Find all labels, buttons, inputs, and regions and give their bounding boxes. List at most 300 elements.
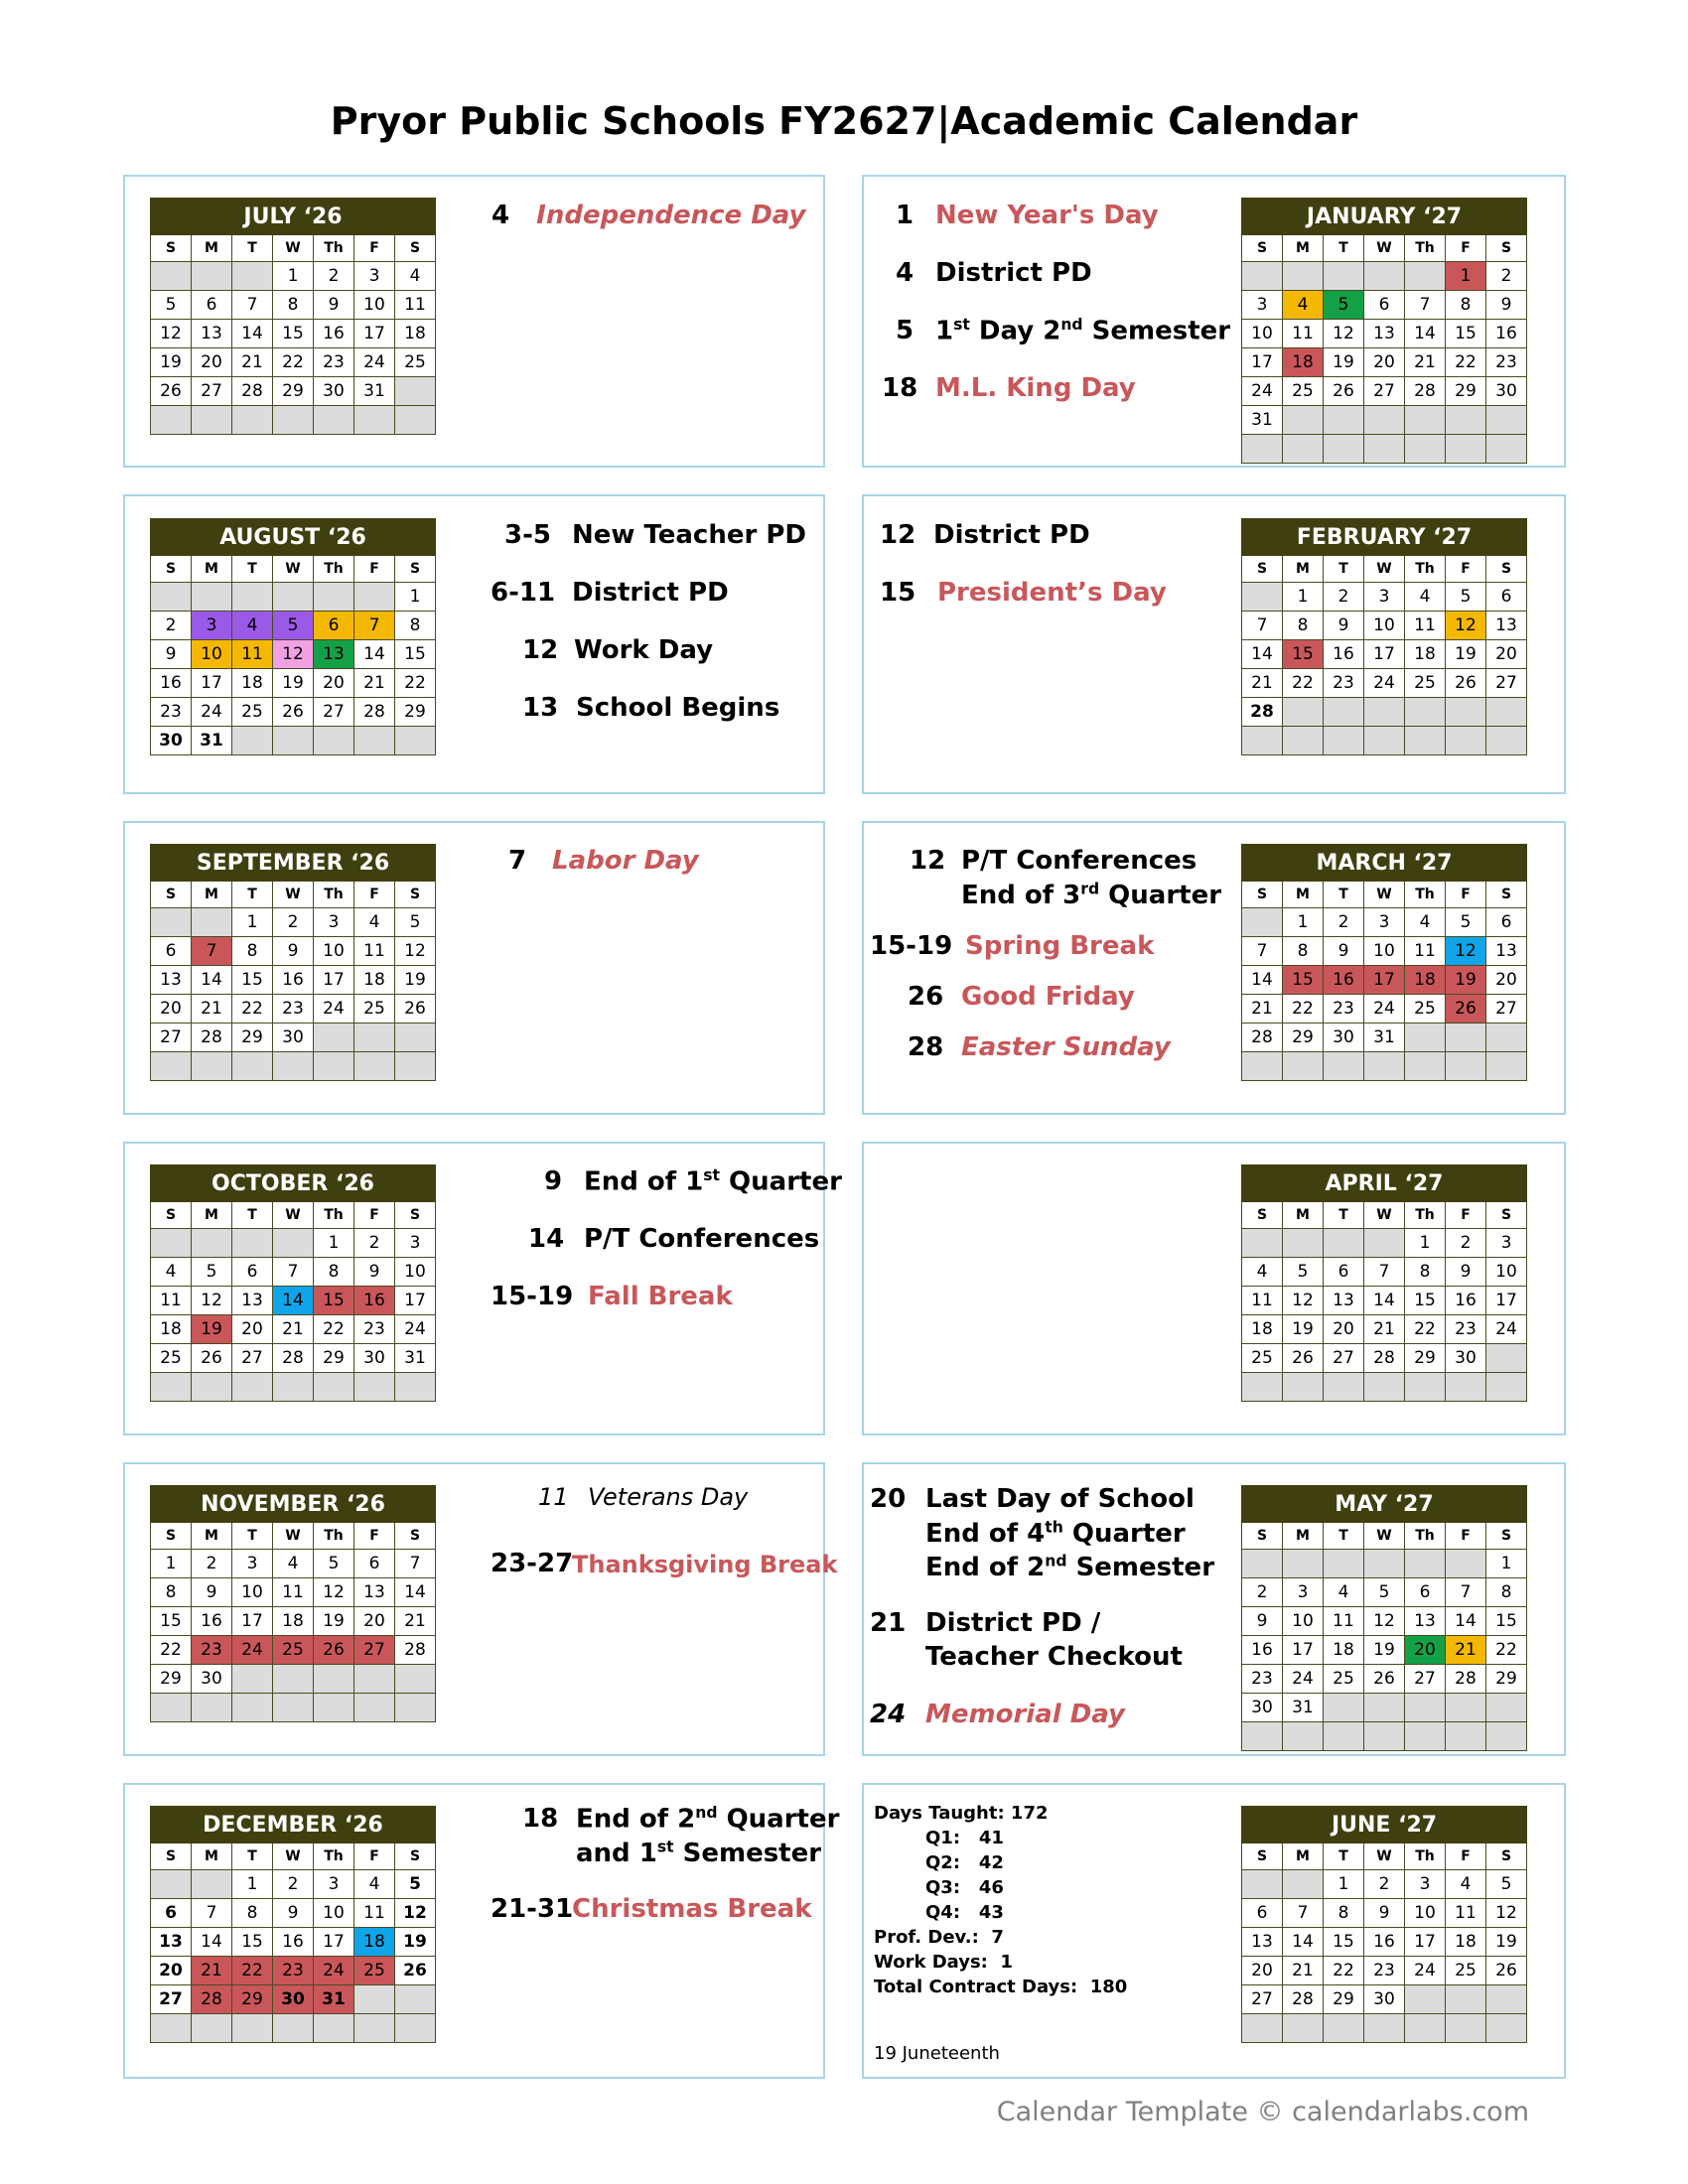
day-cell: 8 xyxy=(151,1578,192,1607)
empty-day-cell xyxy=(232,1373,273,1402)
weekday-header: T xyxy=(1324,1843,1364,1870)
empty-day-cell xyxy=(1242,1722,1283,1751)
weekday-header: W xyxy=(273,1523,314,1550)
empty-day-cell xyxy=(1283,2014,1324,2043)
empty-day-cell xyxy=(232,1694,273,1722)
day-cell: 28 xyxy=(273,1344,314,1373)
empty-day-cell xyxy=(1486,435,1527,464)
empty-day-cell xyxy=(1364,1373,1405,1402)
day-cell: 15 xyxy=(1446,320,1486,348)
empty-day-cell xyxy=(1283,406,1324,435)
day-cell: 2 xyxy=(314,262,354,291)
day-cell: 5 xyxy=(395,1870,436,1899)
day-cell: 13 xyxy=(354,1578,395,1607)
day-cell: 27 xyxy=(1486,669,1527,698)
month-header: NOVEMBER ‘26 xyxy=(151,1486,436,1523)
day-cell: 1 xyxy=(1283,908,1324,937)
day-cell: 19 xyxy=(1324,348,1364,377)
calendar-december xyxy=(150,1806,436,2043)
weekday-header: T xyxy=(232,882,273,908)
empty-day-cell xyxy=(1405,1052,1446,1081)
day-cell: 2 xyxy=(1242,1578,1283,1607)
empty-day-cell xyxy=(1324,1722,1364,1751)
day-cell: 5 xyxy=(1486,1870,1527,1899)
event-date: 23-27 xyxy=(491,1549,574,1578)
day-cell: 9 xyxy=(192,1578,232,1607)
weekday-header: F xyxy=(1446,1523,1486,1550)
day-cell: 31 xyxy=(354,377,395,406)
empty-day-cell xyxy=(192,1694,232,1722)
day-cell: 16 xyxy=(354,1287,395,1315)
day-cell: 20 xyxy=(151,1957,192,1985)
weekday-header: T xyxy=(232,1523,273,1550)
empty-day-cell xyxy=(1446,406,1486,435)
weekday-header: M xyxy=(1283,882,1324,908)
day-cell: 2 xyxy=(273,908,314,937)
empty-day-cell xyxy=(151,1694,192,1722)
empty-day-cell xyxy=(1446,1722,1486,1751)
day-cell: 25 xyxy=(273,1636,314,1665)
day-cell: 26 xyxy=(1486,1957,1527,1985)
q2-days: Q2: 42 xyxy=(925,1852,1004,1873)
day-cell: 20 xyxy=(1486,640,1527,669)
day-cell: 23 xyxy=(1486,348,1527,377)
day-cell: 25 xyxy=(232,698,273,727)
weekday-header: Th xyxy=(1405,235,1446,262)
empty-day-cell xyxy=(1364,727,1405,755)
day-cell: 18 xyxy=(232,669,273,698)
weekday-header: T xyxy=(1324,556,1364,583)
day-cell: 6 xyxy=(232,1258,273,1287)
weekday-header: S xyxy=(1242,1843,1283,1870)
day-cell: 15 xyxy=(1486,1607,1527,1636)
day-cell: 11 xyxy=(1405,937,1446,966)
day-cell: 27 xyxy=(232,1344,273,1373)
event-end-second-semester: End of 2nd Semester xyxy=(925,1552,1215,1582)
event-presidents-day: President’s Day xyxy=(937,578,1167,608)
empty-day-cell xyxy=(1486,727,1527,755)
day-cell: 23 xyxy=(1324,995,1364,1024)
day-cell: 15 xyxy=(232,966,273,995)
day-cell: 28 xyxy=(1283,1985,1324,2014)
day-cell: 6 xyxy=(354,1550,395,1578)
day-cell: 1 xyxy=(1486,1550,1527,1578)
event-date: 5 xyxy=(896,316,914,345)
day-cell: 12 xyxy=(192,1287,232,1315)
day-cell: 15 xyxy=(1283,966,1324,995)
day-cell: 8 xyxy=(232,1899,273,1928)
weekday-header: S xyxy=(1242,556,1283,583)
day-cell: 5 xyxy=(1364,1578,1405,1607)
empty-day-cell xyxy=(395,1052,436,1081)
day-cell: 19 xyxy=(151,348,192,377)
day-cell: 5 xyxy=(1283,1258,1324,1287)
empty-day-cell xyxy=(1405,262,1446,291)
event-date: 28 xyxy=(908,1032,944,1062)
empty-day-cell xyxy=(273,1665,314,1694)
day-cell: 28 xyxy=(1405,377,1446,406)
empty-day-cell xyxy=(1324,1229,1364,1258)
day-cell: 24 xyxy=(1364,669,1405,698)
day-cell: 3 xyxy=(1405,1870,1446,1899)
day-cell: 20 xyxy=(192,348,232,377)
event-work-day: Work Day xyxy=(574,635,714,665)
empty-day-cell xyxy=(1283,1373,1324,1402)
day-cell: 11 xyxy=(1242,1287,1283,1315)
event-thanksgiving-break: Thanksgiving Break xyxy=(572,1551,838,1578)
event-date: 1 xyxy=(896,201,914,230)
weekday-header: S xyxy=(1486,1843,1527,1870)
day-cell: 29 xyxy=(1283,1024,1324,1052)
day-cell: 17 xyxy=(314,966,354,995)
empty-day-cell xyxy=(1446,1373,1486,1402)
weekday-header: S xyxy=(1486,882,1527,908)
weekday-header: T xyxy=(1324,882,1364,908)
day-cell: 15 xyxy=(314,1287,354,1315)
day-cell: 29 xyxy=(273,377,314,406)
event-school-begins: School Begins xyxy=(576,693,780,723)
empty-day-cell xyxy=(1364,2014,1405,2043)
empty-day-cell xyxy=(151,2014,192,2043)
empty-day-cell xyxy=(232,727,273,755)
empty-day-cell xyxy=(151,1052,192,1081)
empty-day-cell xyxy=(1405,1024,1446,1052)
day-cell: 5 xyxy=(314,1550,354,1578)
day-cell: 14 xyxy=(1446,1607,1486,1636)
day-cell: 18 xyxy=(273,1607,314,1636)
event-district-pd: District PD xyxy=(933,520,1090,550)
day-cell: 17 xyxy=(354,320,395,348)
day-cell: 13 xyxy=(151,966,192,995)
day-cell: 19 xyxy=(1364,1636,1405,1665)
day-cell: 29 xyxy=(314,1344,354,1373)
empty-day-cell xyxy=(192,262,232,291)
day-cell: 21 xyxy=(1283,1957,1324,1985)
empty-day-cell xyxy=(354,406,395,435)
day-cell: 14 xyxy=(395,1578,436,1607)
weekday-header: S xyxy=(151,235,192,262)
day-cell: 17 xyxy=(1364,966,1405,995)
day-cell: 14 xyxy=(273,1287,314,1315)
empty-day-cell xyxy=(1364,435,1405,464)
empty-day-cell xyxy=(354,1694,395,1722)
day-cell: 6 xyxy=(1242,1899,1283,1928)
day-cell: 20 xyxy=(232,1315,273,1344)
day-cell: 25 xyxy=(1324,1665,1364,1694)
empty-day-cell xyxy=(354,583,395,612)
day-cell: 14 xyxy=(1283,1928,1324,1957)
weekday-header: Th xyxy=(314,1843,354,1870)
day-cell: 22 xyxy=(395,669,436,698)
day-cell: 7 xyxy=(1242,612,1283,640)
day-cell: 9 xyxy=(151,640,192,669)
day-cell: 17 xyxy=(395,1287,436,1315)
day-cell: 2 xyxy=(1486,262,1527,291)
empty-day-cell xyxy=(232,1052,273,1081)
month-header: JANUARY ‘27 xyxy=(1242,199,1527,235)
day-cell: 11 xyxy=(151,1287,192,1315)
day-cell: 4 xyxy=(1283,291,1324,320)
empty-day-cell xyxy=(395,406,436,435)
q4-days: Q4: 43 xyxy=(925,1902,1004,1923)
day-cell: 18 xyxy=(1283,348,1324,377)
event-date: 3-5 xyxy=(504,520,551,550)
weekday-header: S xyxy=(1486,1202,1527,1229)
weekday-header: S xyxy=(1242,235,1283,262)
empty-day-cell xyxy=(1242,262,1283,291)
day-cell: 4 xyxy=(1324,1578,1364,1607)
empty-day-cell xyxy=(192,908,232,937)
event-labor-day: Labor Day xyxy=(552,846,699,876)
empty-day-cell xyxy=(192,583,232,612)
weekday-header: W xyxy=(1364,235,1405,262)
empty-day-cell xyxy=(192,2014,232,2043)
weekday-header: T xyxy=(1324,1202,1364,1229)
day-cell: 23 xyxy=(273,995,314,1024)
empty-day-cell xyxy=(1283,262,1324,291)
day-cell: 25 xyxy=(1283,377,1324,406)
day-cell: 17 xyxy=(1486,1287,1527,1315)
empty-day-cell xyxy=(1446,1052,1486,1081)
day-cell: 5 xyxy=(1324,291,1364,320)
day-cell: 8 xyxy=(314,1258,354,1287)
empty-day-cell xyxy=(151,262,192,291)
empty-day-cell xyxy=(1283,435,1324,464)
event-date: 15 xyxy=(880,578,916,608)
empty-day-cell xyxy=(151,1229,192,1258)
day-cell: 31 xyxy=(395,1344,436,1373)
month-header: JUNE ‘27 xyxy=(1242,1807,1527,1843)
event-date: 7 xyxy=(508,846,527,876)
empty-day-cell xyxy=(314,1373,354,1402)
empty-day-cell xyxy=(1364,698,1405,727)
day-cell: 12 xyxy=(1446,937,1486,966)
day-cell: 16 xyxy=(273,966,314,995)
empty-day-cell xyxy=(1446,435,1486,464)
day-cell: 18 xyxy=(151,1315,192,1344)
empty-day-cell xyxy=(1486,406,1527,435)
event-date: 26 xyxy=(908,982,944,1012)
empty-day-cell xyxy=(1364,1722,1405,1751)
weekday-header: F xyxy=(1446,556,1486,583)
empty-day-cell xyxy=(1242,1229,1283,1258)
day-cell: 3 xyxy=(354,262,395,291)
day-cell: 21 xyxy=(273,1315,314,1344)
empty-day-cell xyxy=(151,1373,192,1402)
empty-day-cell xyxy=(1242,1550,1283,1578)
day-cell: 30 xyxy=(1486,377,1527,406)
day-cell: 31 xyxy=(1242,406,1283,435)
weekday-header: F xyxy=(354,1202,395,1229)
day-cell: 6 xyxy=(151,937,192,966)
day-cell: 7 xyxy=(395,1550,436,1578)
empty-day-cell xyxy=(273,2014,314,2043)
day-cell: 29 xyxy=(1405,1344,1446,1373)
empty-day-cell xyxy=(1405,727,1446,755)
day-cell: 25 xyxy=(1446,1957,1486,1985)
day-cell: 17 xyxy=(314,1928,354,1957)
day-cell: 2 xyxy=(273,1870,314,1899)
event-end-third-quarter: End of 3rd Quarter xyxy=(961,880,1222,910)
day-cell: 15 xyxy=(151,1607,192,1636)
empty-day-cell xyxy=(1324,435,1364,464)
day-cell: 13 xyxy=(1405,1607,1446,1636)
day-cell: 10 xyxy=(192,640,232,669)
day-cell: 28 xyxy=(192,1024,232,1052)
empty-day-cell xyxy=(314,1052,354,1081)
day-cell: 13 xyxy=(1242,1928,1283,1957)
weekday-header: Th xyxy=(314,556,354,583)
weekday-header: S xyxy=(1242,882,1283,908)
day-cell: 2 xyxy=(192,1550,232,1578)
calendar-november xyxy=(150,1485,436,1722)
day-cell: 19 xyxy=(192,1315,232,1344)
day-cell: 22 xyxy=(273,348,314,377)
event-date: 15-19 xyxy=(870,931,953,961)
event-date: 15-19 xyxy=(491,1282,574,1311)
day-cell: 22 xyxy=(1446,348,1486,377)
day-cell: 9 xyxy=(354,1258,395,1287)
day-cell: 19 xyxy=(395,966,436,995)
weekday-header: T xyxy=(232,1843,273,1870)
month-header: OCTOBER ‘26 xyxy=(151,1165,436,1202)
day-cell: 13 xyxy=(232,1287,273,1315)
event-christmas-break: Christmas Break xyxy=(572,1894,812,1924)
empty-day-cell xyxy=(1405,1694,1446,1722)
empty-day-cell xyxy=(1324,262,1364,291)
empty-day-cell xyxy=(1324,727,1364,755)
calendar-may xyxy=(1241,1485,1527,1751)
event-date: 12 xyxy=(880,520,916,550)
event-last-day-of-school: Last Day of School xyxy=(925,1484,1195,1514)
day-cell: 27 xyxy=(1242,1985,1283,2014)
day-cell: 28 xyxy=(1242,1024,1283,1052)
day-cell: 7 xyxy=(273,1258,314,1287)
day-cell: 25 xyxy=(1405,669,1446,698)
day-cell: 28 xyxy=(1446,1665,1486,1694)
weekday-header: S xyxy=(151,556,192,583)
day-cell: 11 xyxy=(1283,320,1324,348)
event-end-first-quarter: End of 1st Quarter xyxy=(584,1166,842,1197)
weekday-header: Th xyxy=(1405,556,1446,583)
day-cell: 24 xyxy=(314,995,354,1024)
day-cell: 7 xyxy=(1405,291,1446,320)
day-cell: 22 xyxy=(232,995,273,1024)
day-cell: 18 xyxy=(1324,1636,1364,1665)
event-ml-king-day: M.L. King Day xyxy=(935,373,1136,403)
day-cell: 28 xyxy=(192,1985,232,2014)
day-cell: 20 xyxy=(354,1607,395,1636)
day-cell: 24 xyxy=(1283,1665,1324,1694)
event-district-pd: District PD / xyxy=(925,1608,1101,1638)
weekday-header: M xyxy=(192,235,232,262)
day-cell: 17 xyxy=(1405,1928,1446,1957)
weekday-header: Th xyxy=(314,1523,354,1550)
empty-day-cell xyxy=(1324,406,1364,435)
weekday-header: W xyxy=(1364,1523,1405,1550)
empty-day-cell xyxy=(1324,2014,1364,2043)
day-cell: 17 xyxy=(232,1607,273,1636)
day-cell: 24 xyxy=(314,1957,354,1985)
empty-day-cell xyxy=(273,1373,314,1402)
day-cell: 26 xyxy=(1324,377,1364,406)
calendar-august xyxy=(150,518,436,755)
day-cell: 5 xyxy=(1446,908,1486,937)
day-cell: 21 xyxy=(1364,1315,1405,1344)
day-cell: 23 xyxy=(1242,1665,1283,1694)
day-cell: 14 xyxy=(1242,966,1283,995)
day-cell: 16 xyxy=(192,1607,232,1636)
weekday-header: S xyxy=(151,1843,192,1870)
empty-day-cell xyxy=(1446,1985,1486,2014)
weekday-header: W xyxy=(1364,882,1405,908)
day-cell: 9 xyxy=(314,291,354,320)
empty-day-cell xyxy=(1486,1052,1527,1081)
day-cell: 27 xyxy=(1364,377,1405,406)
day-cell: 24 xyxy=(192,698,232,727)
day-cell: 6 xyxy=(151,1899,192,1928)
day-cell: 8 xyxy=(1324,1899,1364,1928)
day-cell: 14 xyxy=(354,640,395,669)
q3-days: Q3: 46 xyxy=(925,1877,1004,1898)
empty-day-cell xyxy=(1364,406,1405,435)
empty-day-cell xyxy=(314,406,354,435)
empty-day-cell xyxy=(1283,1722,1324,1751)
day-cell: 1 xyxy=(232,908,273,937)
weekday-header: S xyxy=(395,1202,436,1229)
day-cell: 6 xyxy=(1405,1578,1446,1607)
day-cell: 28 xyxy=(1364,1344,1405,1373)
day-cell: 13 xyxy=(151,1928,192,1957)
weekday-header: S xyxy=(395,1843,436,1870)
day-cell: 28 xyxy=(354,698,395,727)
day-cell: 7 xyxy=(1364,1258,1405,1287)
day-cell: 12 xyxy=(151,320,192,348)
empty-day-cell xyxy=(1486,1985,1527,2014)
weekday-header: T xyxy=(232,1202,273,1229)
day-cell: 10 xyxy=(1405,1899,1446,1928)
empty-day-cell xyxy=(1446,1694,1486,1722)
day-cell: 18 xyxy=(1405,966,1446,995)
month-header: AUGUST ‘26 xyxy=(151,519,436,556)
day-cell: 6 xyxy=(1486,908,1527,937)
day-cell: 10 xyxy=(354,291,395,320)
event-district-pd: District PD xyxy=(935,258,1092,288)
day-cell: 26 xyxy=(314,1636,354,1665)
empty-day-cell xyxy=(314,2014,354,2043)
empty-day-cell xyxy=(395,1985,436,2014)
day-cell: 10 xyxy=(232,1578,273,1607)
day-cell: 3 xyxy=(395,1229,436,1258)
weekday-header: F xyxy=(354,235,395,262)
day-cell: 31 xyxy=(314,1985,354,2014)
day-cell: 29 xyxy=(232,1985,273,2014)
day-cell: 9 xyxy=(1446,1258,1486,1287)
day-cell: 27 xyxy=(192,377,232,406)
empty-day-cell xyxy=(1242,2014,1283,2043)
weekday-header: S xyxy=(1242,1523,1283,1550)
day-cell: 27 xyxy=(1405,1665,1446,1694)
empty-day-cell xyxy=(354,1665,395,1694)
day-cell: 16 xyxy=(1486,320,1527,348)
day-cell: 8 xyxy=(1446,291,1486,320)
day-cell: 22 xyxy=(314,1315,354,1344)
weekday-header: Th xyxy=(1405,882,1446,908)
day-cell: 14 xyxy=(1242,640,1283,669)
prof-dev-days: Prof. Dev.: 7 xyxy=(874,1927,1004,1948)
day-cell: 20 xyxy=(1324,1315,1364,1344)
day-cell: 5 xyxy=(151,291,192,320)
